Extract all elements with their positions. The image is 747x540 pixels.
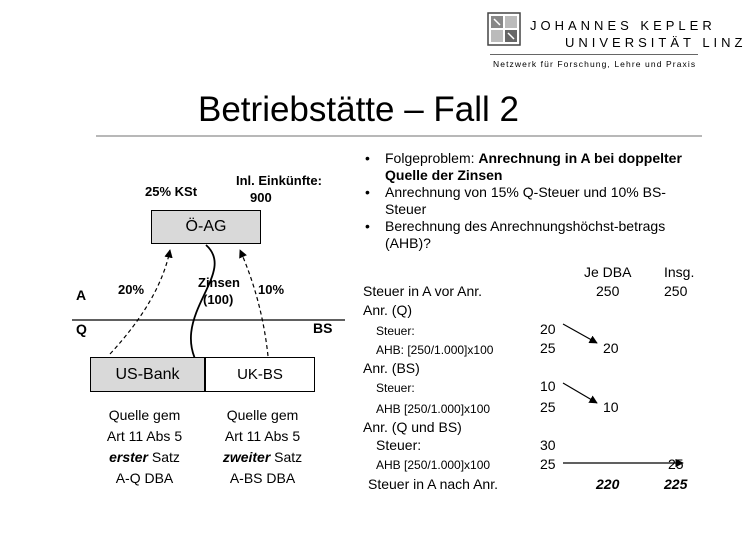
bullet-bold-text: Anrechnung in A bei doppelter Quelle der Zinsen xyxy=(385,150,682,183)
tax-after-credit-label: Steuer in A nach Anr. xyxy=(368,476,498,492)
header-per-dba-value: 250 xyxy=(596,283,620,299)
bs-label: BS xyxy=(313,320,333,336)
right-source-note xyxy=(210,405,315,489)
kst-label: 25% KSt xyxy=(145,184,198,199)
left-note-line4: A-Q DBA xyxy=(115,470,174,486)
q-ahb-label: AHB: [250/1.000]x100 xyxy=(376,343,494,357)
q-bs-ahb-label: AHB [250/1.000]x100 xyxy=(376,458,491,472)
q-tax-value: 20 xyxy=(540,321,556,337)
bs-ahb-value: 25 xyxy=(540,399,556,415)
zinsen-flow-line xyxy=(191,245,215,375)
right-note-line4: A-BS DBA xyxy=(229,470,296,486)
credit-bs-heading: Anr. (BS) xyxy=(363,360,420,376)
bs-credit-result: 10 xyxy=(603,399,619,415)
q-bs-tax-value: 30 xyxy=(540,437,556,453)
credit-q-bs-heading: Anr. (Q und BS) xyxy=(363,419,462,435)
bullet-text: Anrechnung von 15% Q-Steuer und 10% BS-Steuer xyxy=(385,184,666,217)
arrow-20-percent xyxy=(110,250,170,354)
left-note-satz: Satz xyxy=(148,449,180,465)
bullet-list xyxy=(365,150,685,252)
bullet-item xyxy=(365,150,685,184)
interest-label: Zinsen xyxy=(198,275,240,290)
bs-ahb-label: AHB [250/1.000]x100 xyxy=(376,402,491,416)
calc-arrow-q xyxy=(563,324,597,343)
bullet-dot: • xyxy=(365,184,370,200)
left-note-line2: Art 11 Abs 5 xyxy=(106,428,183,444)
country-q-label: Q xyxy=(76,321,87,337)
interest-amount: (100) xyxy=(203,292,234,307)
q-bs-tax-label: Steuer: xyxy=(376,437,422,453)
left-source-note xyxy=(92,405,197,489)
income-value: 900 xyxy=(250,190,272,205)
right-note-line1: Quelle gem xyxy=(226,407,299,423)
left-note-line1: Quelle gem xyxy=(108,407,181,423)
bs-tax-value: 10 xyxy=(540,378,556,394)
q-credit-result: 20 xyxy=(603,340,619,356)
calc-arrow-bs xyxy=(563,383,597,403)
logo-name-line1: JOHANNES KEPLER xyxy=(530,18,716,33)
left-note-line3 xyxy=(92,447,197,468)
header-per-dba: Je DBA xyxy=(584,264,632,280)
right-note-satz: Satz xyxy=(270,449,303,465)
bullet-dot: • xyxy=(365,150,370,166)
q-ahb-value: 25 xyxy=(540,340,556,356)
income-label: Inl. Einkünfte: xyxy=(236,173,322,188)
bullet-text: Berechnung des Anrechnungshöchst-betrags (AHB)? xyxy=(385,218,666,251)
country-a-label: A xyxy=(76,287,87,303)
bullet-item xyxy=(365,184,685,218)
bullet-text: Folgeproblem: xyxy=(385,150,479,166)
q-bs-ahb-value: 25 xyxy=(540,456,556,472)
oe-ag-box: Ö-AG xyxy=(151,210,261,244)
logo-name-line2: UNIVERSITÄT LINZ xyxy=(565,35,747,50)
arrow-10-percent xyxy=(240,250,268,356)
final-per-dba-value: 220 xyxy=(596,476,620,492)
rate-20-label: 20% xyxy=(118,282,145,297)
bs-tax-label: Steuer: xyxy=(376,381,415,395)
final-total-value: 225 xyxy=(664,476,688,492)
logo-tagline: Netzwerk für Forschung, Lehre und Praxis xyxy=(493,59,697,69)
tax-before-credit-label: Steuer in A vor Anr. xyxy=(363,283,483,299)
bullet-dot: • xyxy=(365,218,370,234)
header-total: Insg. xyxy=(664,264,695,280)
slide-title: Betriebstätte – Fall 2 xyxy=(198,90,519,129)
us-bank-box: US-Bank xyxy=(90,357,205,392)
rate-10-label: 10% xyxy=(258,282,285,297)
right-note-emphasis: zweiter xyxy=(222,449,271,465)
q-bs-credit-result: 25 xyxy=(668,456,684,472)
bullet-item xyxy=(365,218,670,252)
header-total-value: 250 xyxy=(664,283,688,299)
right-note-line3 xyxy=(210,447,315,468)
right-note-line2: Art 11 Abs 5 xyxy=(224,428,301,444)
credit-q-heading: Anr. (Q) xyxy=(363,302,413,318)
q-tax-label: Steuer: xyxy=(376,324,415,338)
left-note-emphasis: erster xyxy=(109,449,148,465)
uk-bs-box: UK-BS xyxy=(205,357,315,392)
